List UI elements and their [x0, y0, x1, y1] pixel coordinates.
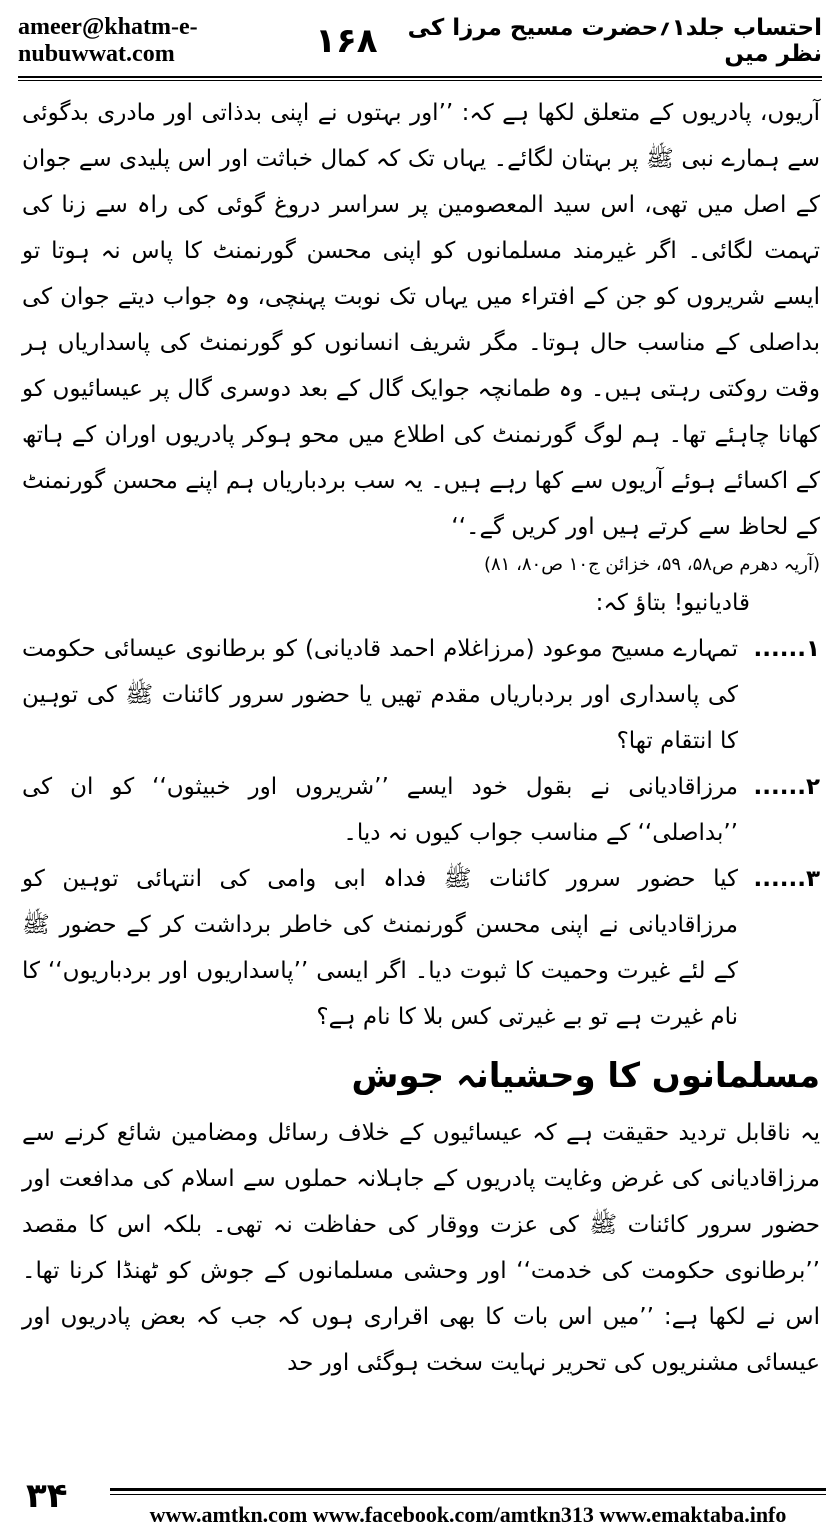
section-paragraph: یہ ناقابل تردید حقیقت ہے کہ عیسائیوں کے خلاف رسائل ومضامین شائع کرنے سے مرزاقادیانی کی غرض وغایت پادریوں کے جاہلانہ حملوں سے اسلام کی مدافعت اور حضور سرور کائنات ﷺ کی عزت ووقار کی حفاظت نہ تھی۔ بلکہ اس کا مقصد ’’برطانوی حکومت کی خدمت‘‘ اور وحشی مسلمانوں کے جوش کو ٹھنڈا کرنا تھا۔ اس نے لکھا ہے: ’’میں اس بات کا بھی اقراری ہوں کہ جب کہ بعض پادریوں اور عیسائی مشنریوں کی تحریر نہایت سخت ہوگئی اور حد [22, 1120, 820, 1376]
question-item [22, 856, 820, 1040]
header-left [18, 14, 377, 68]
header-rule [18, 76, 822, 78]
page-footer [0, 1468, 840, 1540]
footer-links: www.amtkn.com www.facebook.com/amtkn313 www.emaktaba.info [149, 1502, 787, 1527]
question-number: ۱...... [753, 636, 820, 662]
question-text: کیا حضور سرور کائنات ﷺ فداہ ابی وامی کی انتہائی توہین کو مرزاقادیانی نے اپنی محسن گورنمنٹ کی خاطر برداشت کر کے حضور ﷺ کے لئے غیرت وحمیت کا ثبوت دیا۔ اگر ایسی ’’پاسداریوں اور بردباریوں‘‘ کا نام غیرت ہے تو بے غیرتی کس بلا کا نام ہے؟ [22, 866, 738, 1030]
question-number: ۳...... [753, 866, 820, 892]
footer-page-number: ۳۴ [26, 1476, 68, 1516]
quote-paragraph: آریوں، پادریوں کے متعلق لکھا ہے کہ: ’’اور بہتوں نے اپنی بدذاتی اور مادری بدگوئی سے ہمارے نبی ﷺ پر بہتان لگائے۔ یہاں تک کہ کمال خباثت اور اس پلیدی سے جوان کے اصل میں تھی، اس سید المعصومین پر سراسر دروغ گوئی کی راہ سے زنا کی تہمت لگائی۔ اگر غیرمند مسلمانوں کو اپنی محسن گورنمنٹ کا پاس نہ ہوتا تو ایسے شریروں کو جن کے افتراء میں یہاں تک نوبت پہنچی، وہ جواب دیتے جوان کی بداصلی کے مناسب حال ہوتا۔ مگر شریف انسانوں کو گورنمنٹ کی پاسداریاں ہر وقت روکتی رہتی ہیں۔ وہ طمانچہ جوایک گال کے بعد دوسری گال پر عیسائیوں کو کھانا چاہئے تھا۔ ہم لوگ گورنمنٹ کی اطلاع میں محو ہوکر پادریوں اوران کے ہاتھ کے اکسائے ہوئے آریوں سے کھا رہے ہیں۔ یہ سب بردباریاں ہم اپنے محسن گورنمنٹ کے لحاظ سے کرتے ہیں اور کریں گے۔‘‘ [22, 100, 820, 540]
question-item [22, 626, 820, 764]
header-book-title: احتساب جلد۱؍حضرت مسیح مرزا کی نظر میں [407, 15, 822, 67]
quote-reference: (آریہ دھرم ص۵۸، ۵۹، خزائن ج۱۰ ص۸۰، ۸۱) [483, 554, 820, 575]
header-page-number: ۱۶۸ [315, 21, 378, 61]
header-email: ameer@khatm-e-nubuwwat.com [18, 14, 198, 67]
footer-rule [110, 1488, 826, 1491]
question-number: ۲...... [753, 774, 820, 800]
section-heading: مسلمانوں کا وحشیانہ جوش [351, 1056, 820, 1096]
page-header [18, 10, 822, 72]
question-item [22, 764, 820, 856]
footer-rule-thin [110, 1494, 826, 1495]
page-content [22, 90, 820, 1386]
questions-intro: قادیانیو! بتاؤ کہ: [595, 590, 750, 616]
question-text: مرزاقادیانی نے بقول خود ایسے ’’شریروں اور خبیثوں‘‘ کو ان کی ’’بداصلی‘‘ کے مناسب جواب کیوں نہ دیا۔ [22, 774, 738, 846]
question-text: تمہارے مسیح موعود (مرزاغلام احمد قادیانی) کو برطانوی عیسائی حکومت کی پاسداری اور بردباریاں مقدم تھیں یا حضور سرور کائنات ﷺ کی توہین کا انتقام تھا؟ [22, 636, 738, 754]
header-rule-thin [18, 80, 822, 81]
